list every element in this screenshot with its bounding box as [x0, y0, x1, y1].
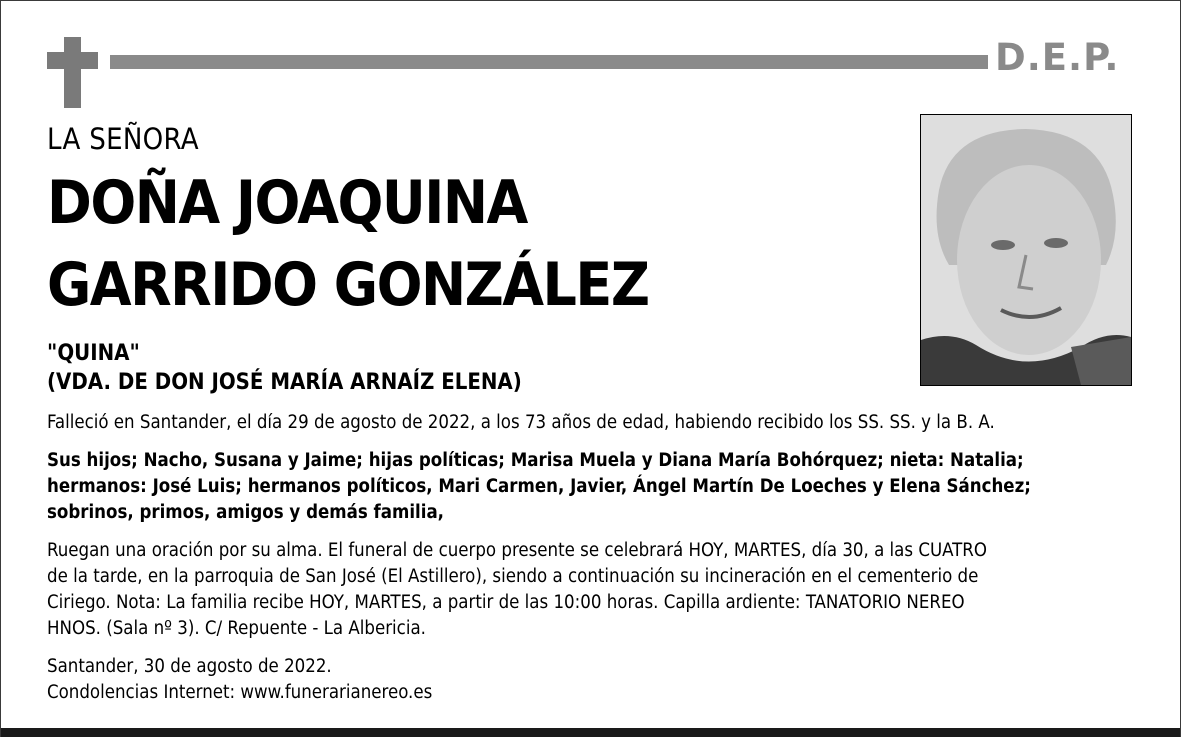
closing-date: Santander, 30 de agosto de 2022. — [47, 656, 332, 677]
family-list — [47, 448, 1137, 526]
service-line: de la tarde, en la parroquia de San José (El Astillero), siendo a continuación su incineración en el cementerio de — [47, 566, 979, 587]
cross-icon-bar — [47, 52, 98, 69]
family-line: hermanos: José Luis; hermanos políticos, Mari Carmen, Javier, Ángel Martín De Loeches y Elena Sánchez; — [47, 476, 1031, 497]
deceased-name-line1: DOÑA JOAQUINA — [47, 168, 527, 238]
portrait-illustration — [921, 115, 1131, 385]
service-line: Ciriego. Nota: La familia recibe HOY, MARTES, a partir de las 10:00 horas. Capilla ardiente: TANATORIO NEREO — [47, 592, 965, 613]
title-la-senora: LA SEÑORA — [47, 122, 199, 156]
deceased-nickname: "QUINA" — [47, 341, 140, 366]
family-line: sobrinos, primos, amigos y demás familia, — [47, 502, 445, 523]
service-line: HNOS. (Sala nº 3). C/ Repuente - La Albericia. — [47, 618, 426, 639]
deceased-name-line2: GARRIDO GONZÁLEZ — [47, 250, 649, 320]
deceased-portrait-photo — [920, 114, 1132, 386]
cross-icon — [64, 37, 81, 108]
death-notice: Falleció en Santander, el día 29 de agosto de 2022, a los 73 años de edad, habiendo recibido los SS. SS. y la B. A. — [47, 412, 995, 433]
dep-label: D.E.P. — [995, 36, 1120, 79]
service-line: Ruegan una oración por su alma. El funeral de cuerpo presente se celebrará HOY, MARTES, día 30, a las CUATRO — [47, 540, 987, 561]
header-rule — [110, 55, 988, 69]
family-line: Sus hijos; Nacho, Susana y Jaime; hijas políticas; Marisa Muela y Diana María Bohórquez; nieta: Natalia; — [47, 450, 1024, 471]
condolences-website: Condolencias Internet: www.funerarianereo.es — [47, 682, 433, 703]
closing-block — [47, 654, 1137, 706]
service-details — [47, 538, 1137, 642]
deceased-widow-of: (VDA. DE DON JOSÉ MARÍA ARNAÍZ ELENA) — [47, 370, 522, 395]
bottom-border-bar — [1, 728, 1180, 737]
